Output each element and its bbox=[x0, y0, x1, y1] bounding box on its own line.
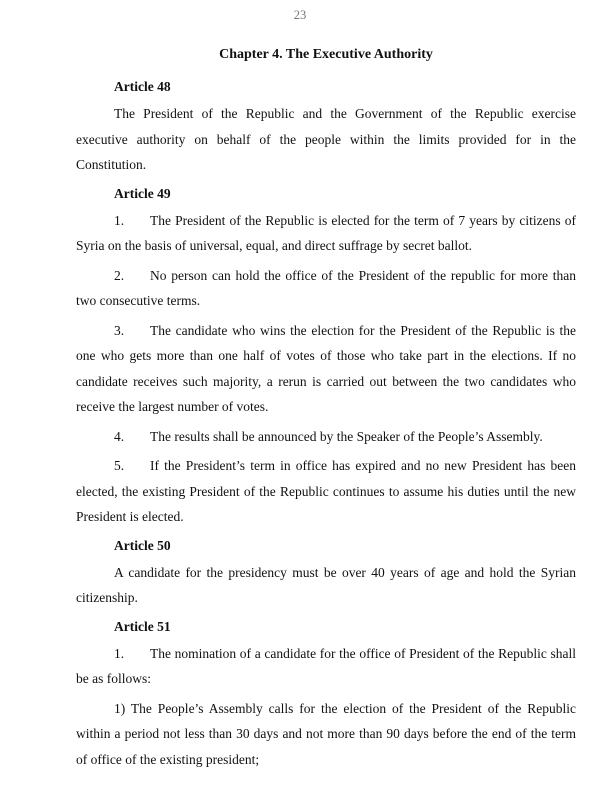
item-number: 3. bbox=[114, 322, 125, 338]
article-51-item-1 bbox=[76, 641, 576, 692]
item-number: 2. bbox=[114, 267, 125, 283]
item-number: 4. bbox=[114, 428, 125, 444]
item-text: The results shall be announced by the Speaker of the People’s Assembly. bbox=[150, 428, 543, 444]
chapter-title: Chapter 4. The Executive Authority bbox=[219, 47, 433, 62]
item-text: The candidate who wins the election for the President of the Republic is the one who gets more than one half of votes of those who take part in the elections. If no candidate receives such majority, a rerun is carried out between the two candidates who receive the largest number of votes. bbox=[76, 322, 576, 414]
article-50-paragraph: A candidate for the presidency must be over 40 years of age and hold the Syrian citizenship. bbox=[76, 564, 576, 605]
article-49-heading: Article 49 bbox=[114, 185, 171, 201]
page-content bbox=[76, 44, 576, 776]
item-text: If the President’s term in office has expired and no new President has been elected, the existing President of the Republic continues to assume his duties until the new President is elected. bbox=[76, 458, 576, 524]
article-48-heading: Article 48 bbox=[114, 79, 171, 94]
article-49-item-4 bbox=[76, 424, 576, 450]
article-49-item-5 bbox=[76, 453, 576, 530]
article-51-paragraph: 1) The People’s Assembly calls for the election of the President of the Republic within a period not less than 30 days and not more than 90 days before the end of the term of office of the existing president; bbox=[76, 700, 576, 767]
page-number: 23 bbox=[293, 8, 307, 22]
article-49-item-1 bbox=[76, 208, 576, 259]
item-number: 5. bbox=[114, 458, 125, 473]
article-48-paragraph: The President of the Republic and the Government of the Republic exercise executive authority on behalf of the people within the limits provided for in the Constitution. bbox=[76, 106, 576, 172]
article-51-heading: Article 51 bbox=[114, 618, 171, 634]
item-text: The nomination of a candidate for the office of President of the Republic shall be as follows: bbox=[76, 645, 576, 686]
item-number: 1. bbox=[114, 212, 125, 228]
article-49-item-3 bbox=[76, 318, 576, 420]
article-50-heading: Article 50 bbox=[114, 537, 171, 553]
item-text: The President of the Republic is elected for the term of 7 years by citizens of Syria on the basis of universal, equal, and direct suffrage by secret ballot. bbox=[76, 212, 576, 253]
article-49-item-2 bbox=[76, 263, 576, 314]
item-text: No person can hold the office of the President of the republic for more than two consecutive terms. bbox=[76, 267, 576, 308]
item-number: 1. bbox=[114, 645, 125, 661]
